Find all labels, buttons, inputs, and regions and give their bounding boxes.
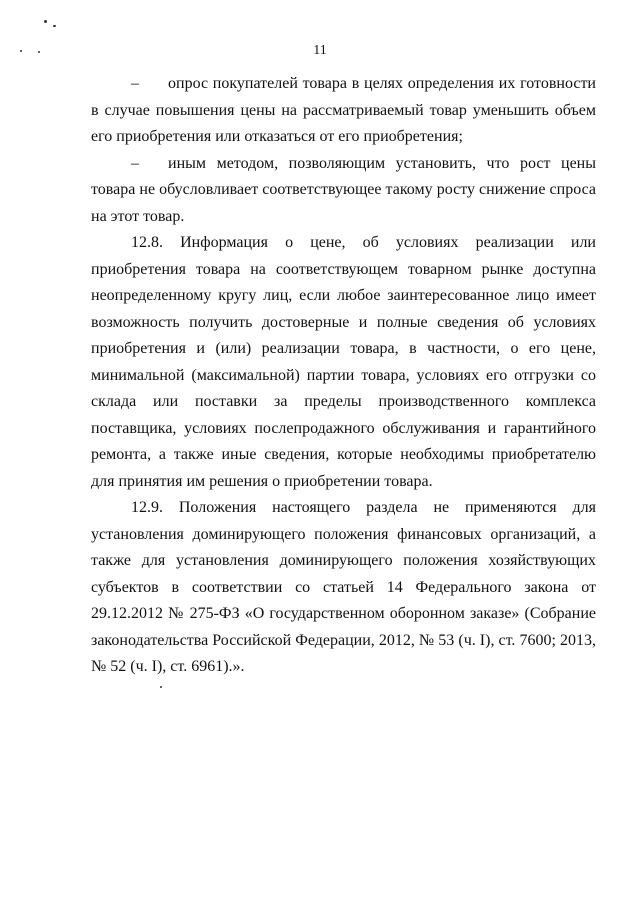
list-item xyxy=(91,71,596,151)
page-number: 11 xyxy=(313,43,327,58)
scan-speck xyxy=(44,20,47,23)
document-body xyxy=(91,71,596,681)
dash-marker: – xyxy=(131,154,139,172)
section-12-9-paragraph: 12.9. Положения настоящего раздела не применяются для установления доминирующего положения финансовых организаций, а также для установления доминирующего положения хозяйствующих субъектов в соответствии со статьей 14 Федерального закона от 29.12.2012 № 275-ФЗ «О государственном оборонном заказе» (Собрание законодательства Российской Федерации, 2012, № 53 (ч. I), ст. 7600; 2013, № 52 (ч. I), ст. 6961).». xyxy=(91,499,596,675)
scan-speck xyxy=(160,686,162,688)
scan-speck xyxy=(53,25,56,27)
list-item-text: опрос покупателей товара в целях определения их готовности в случае повышения цены на рассматриваемый товар уменьшить объем его приобретения или отказаться от его приобретения; xyxy=(91,75,596,145)
list-item xyxy=(91,151,596,231)
dash-marker: – xyxy=(131,75,139,92)
section-12-8-paragraph: 12.8. Информация о цене, об условиях реализации или приобретения товара на соответствующем товарном рынке доступна неопределенному кругу лиц, если любое заинтересованное лицо имеет возможность получить достоверные и полные сведения об условиях приобретения и (или) реализации товара, в частности, о его цене, минимальной (максимальной) партии товара, условиях его отгрузки со склада или поставки за пределы производственного комплекса поставщика, условиях послепродажного обслуживания и гарантийного ремонта, а также иные сведения, которые необходимы приобретателю для принятия им решения о приобретении товара. xyxy=(91,234,596,490)
list-item-text: иным методом, позволяющим установить, что рост цены товара не обусловливает соответствующее такому росту снижение спроса на этот товар. xyxy=(91,154,596,225)
